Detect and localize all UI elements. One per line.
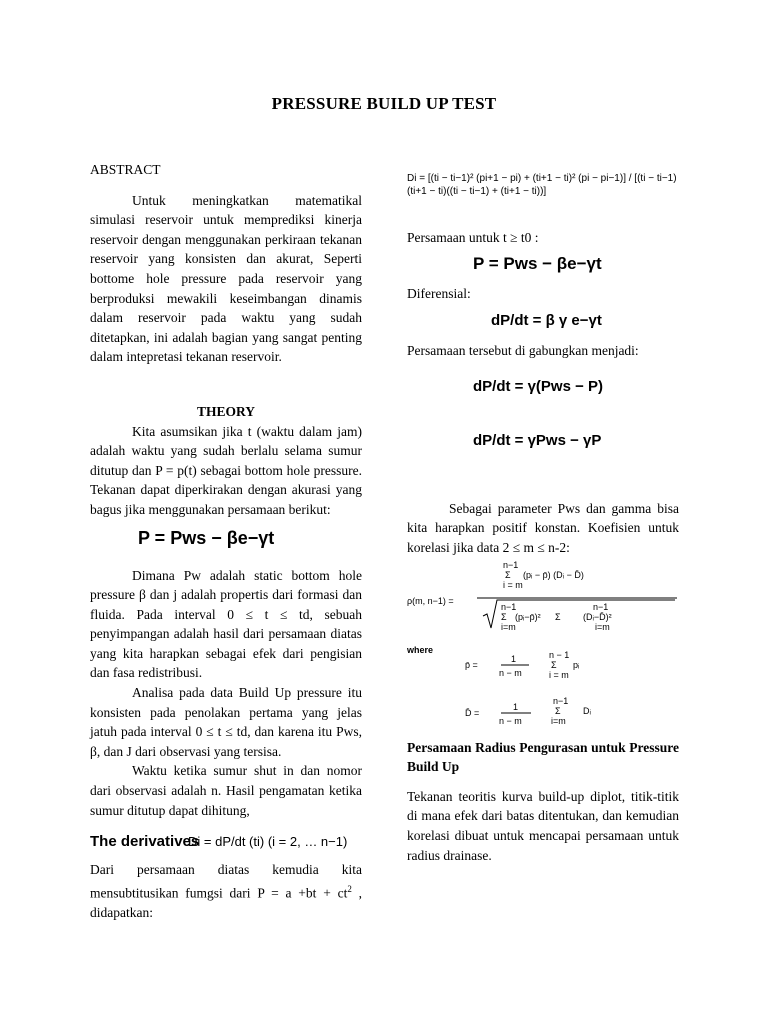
derivatives-label: The derivatives [90, 833, 200, 851]
svg-text:D̄ =: D̄ = [465, 707, 480, 718]
theory-paragraph-1: Kita asumsikan jika t (waktu dalam jam) adalah waktu yang sudah berlalu selama sumur ditutup dan P = p(t) sebagai bottom hole pressure. Tekanan dapat diperkirakan dengan akurasi yang bagus jika menggunakan persamaan berikut: [90, 423, 362, 517]
main-equation [90, 520, 362, 566]
svg-text:1: 1 [511, 653, 517, 664]
svg-text:Dᵢ: Dᵢ [583, 705, 591, 716]
svg-text:n − m: n − m [499, 667, 522, 678]
derivatives-equation-text: Di = dP/dt (ti) (i = 2, … n−1) [188, 834, 348, 850]
diferensial-label: Diferensial: [407, 285, 471, 301]
svg-text:i=m: i=m [551, 715, 566, 726]
svg-text:ρ(m, n−1) =: ρ(m, n−1) = [407, 595, 454, 606]
svg-text:Σ: Σ [555, 611, 561, 622]
theory-paragraph-3: Analisa pada data Build Up pressure itu konsisten pada penolakan pertama yang jelas jatuh pada interval 0 ≤ t ≤ td, dan karena itu Pws, β, dan J dari observasi yang tersisa. [90, 685, 362, 759]
di-equation [407, 160, 679, 222]
svg-text:(pᵢ − p̄) (Dᵢ − D̄): (pᵢ − p̄) (Dᵢ − D̄) [523, 569, 584, 580]
di-equation-text: Di = [(ti − ti−1)² (pi+1 − pi) + (ti+1 − ti)² (pi − pi−1)] / [(ti − ti−1)(ti+1 − ti)((ti − ti−1) + (ti+1 − ti))] [407, 173, 677, 197]
pressure-equation-2 [407, 248, 679, 284]
pressure-equation-2-text: P = Pws − βe−γt [473, 253, 602, 273]
svg-text:n−1: n−1 [593, 601, 609, 612]
abstract-text: Untuk meningkatkan matematikal simulasi reservoir untuk memprediksi kinerja reservoir dengan menggunakan perkiraan tekanan reservoir yang konsisten dan akurat, Seperti bottome hole pressure pada reservoir yang berproduksi mewakili keseimbangan dinamis dalam reservoir pada waktu yang sudah ditetapkan, ini adalah bagian yang sangat penting dalam intepretasi tekanan reservoir. [90, 192, 362, 365]
svg-text:Σ: Σ [505, 569, 511, 580]
right-column [407, 160, 679, 865]
theory-paragraph-2: Dimana Pw adalah static bottom hole pressure β dan j adalah propertis dari formasi dan fluida. Pada interval 0 ≤ t ≤ td, sebuah penyimpangan adalah hasil dari persamaan diatas yang kita harapkan sebagai efek dari pengisian dan fasa redistribusi. [90, 567, 362, 681]
svg-text:where: where [407, 644, 434, 655]
left-column [90, 160, 362, 923]
page-title: PRESSURE BUILD UP TEST [271, 94, 497, 113]
combined-equation-1-text: dP/dt = γ(Pws − P) [473, 377, 604, 395]
differential-equation-text: dP/dt = β γ e−γt [491, 312, 602, 330]
theory-heading: THEORY [196, 403, 256, 419]
svg-text:n − m: n − m [499, 715, 522, 726]
radius-text: Tekanan teoritis kurva build-up diplot, titik-titik di mana efek dari batas ditentukan, dan kemudian korelasi dibuat untuk mencapai persamaan untuk radius drainase. [407, 788, 679, 863]
svg-text:i=m: i=m [595, 621, 610, 632]
radius-heading: Persamaan Radius Pengurasan untuk Pressure Build Up [407, 739, 679, 775]
persamaan-t-text: Persamaan untuk t ≥ t0 : [407, 230, 539, 245]
svg-text:n − 1: n − 1 [549, 649, 570, 660]
main-equation-text: P = Pws − βe−γt [138, 527, 275, 548]
svg-text:(Dᵢ−D̄)²: (Dᵢ−D̄)² [583, 611, 612, 622]
superscript-2: 2 [347, 883, 352, 894]
svg-text:1: 1 [513, 701, 519, 712]
correlation-formula-graphic [407, 558, 679, 728]
svg-text:i = m: i = m [549, 669, 569, 680]
combined-equation-2 [407, 421, 679, 499]
svg-text:p̄ =: p̄ = [465, 659, 478, 670]
svg-text:n−1: n−1 [553, 695, 569, 706]
svg-text:i=m: i=m [501, 621, 516, 632]
theory-paragraph-5 [90, 860, 362, 922]
svg-text:Σ: Σ [555, 705, 561, 716]
svg-text:Σ: Σ [551, 659, 557, 670]
svg-text:pᵢ: pᵢ [573, 659, 580, 670]
svg-text:Σ: Σ [501, 611, 507, 622]
gabungan-text: Persamaan tersebut di gabungkan menjadi: [407, 343, 639, 359]
differential-equation [407, 303, 679, 341]
svg-text:(pᵢ−p̄)²: (pᵢ−p̄)² [515, 611, 541, 622]
combined-equation-2-text: dP/dt = γPws − γP [473, 431, 602, 449]
theory-paragraph-5-text: Dari persamaan diatas kemudia kita mensubtitusikan fumgsi dari P = a +bt + ct [90, 862, 362, 901]
parameter-text: Sebagai parameter Pws dan gamma bisa kita harapkan positif konstan. Koefisien untuk korelasi jika data 2 ≤ m ≤ n-2: [407, 500, 679, 555]
derivatives-equation [90, 820, 362, 860]
abstract-heading: ABSTRACT [90, 162, 161, 177]
svg-text:i = m: i = m [503, 579, 523, 590]
correlation-equations [407, 558, 679, 728]
svg-text:n−1: n−1 [501, 601, 517, 612]
theory-paragraph-5-end: , didapatkan: [90, 885, 363, 920]
combined-equation-1 [407, 361, 679, 421]
svg-text:n−1: n−1 [503, 559, 519, 570]
theory-paragraph-4: Waktu ketika sumur shut in dan nomor dari observasi adalah n. Hasil pengamatan ketika sumur ditutup dapat dihitung, [90, 763, 362, 818]
